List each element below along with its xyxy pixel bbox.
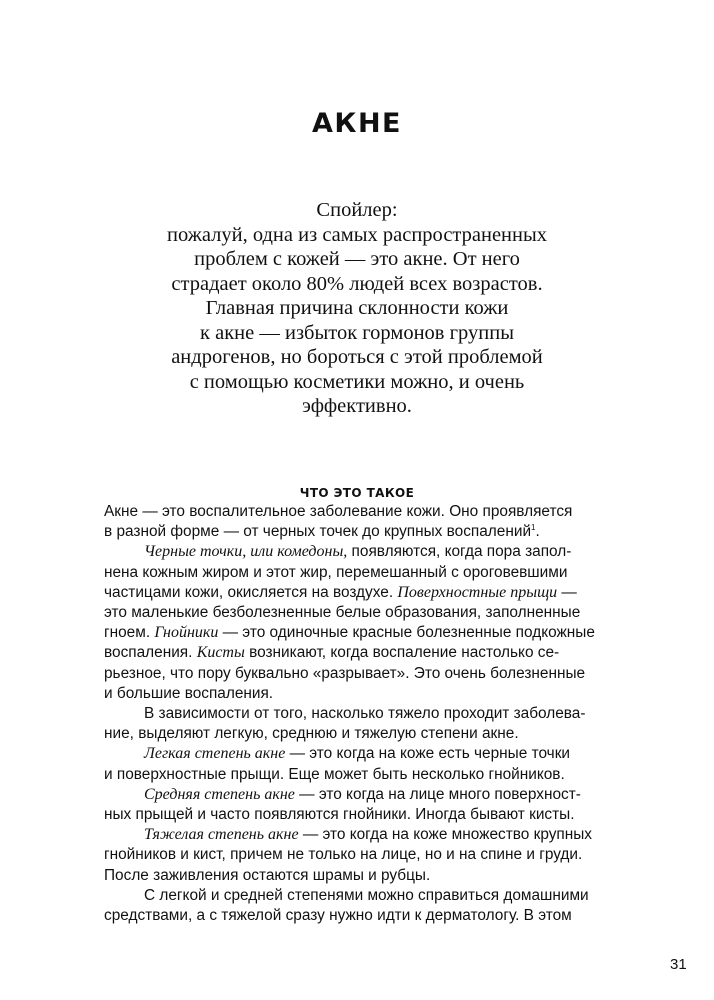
text-line (104, 542, 644, 562)
text-line (104, 906, 644, 926)
text-run: это маленькие безболезненные белые образования, заполненные (104, 604, 581, 622)
spoiler-block (150, 198, 564, 419)
italic-term: Гнойники (154, 624, 219, 642)
section-heading: ЧТО ЭТО ТАКОЕ (299, 486, 415, 500)
text-line (104, 744, 644, 764)
spoiler-line: к акне — избыток гормонов группы (200, 321, 514, 344)
text-line (104, 805, 644, 825)
text-run: . (535, 523, 540, 541)
text-run: Акне — это воспалительное заболевание кожи. Оно проявляется (104, 503, 573, 520)
text-line (104, 886, 644, 906)
text-run: появляются, когда пора запол- (347, 543, 572, 561)
text-run: ние, выделяют легкую, среднюю и тяжелую степени акне. (104, 725, 519, 743)
italic-term: Средняя степень акне (144, 785, 295, 803)
chapter-title: АКНЕ (311, 108, 402, 139)
text-line (104, 866, 644, 886)
body-text (104, 502, 644, 926)
spoiler-line: Главная причина склонности кожи (205, 297, 509, 319)
text-run: частицами кожи, окисляется на воздухе. (104, 583, 398, 601)
text-line (104, 684, 644, 704)
text-line (104, 522, 644, 542)
italic-term: Легкая степень акне (144, 745, 286, 763)
text-line (104, 704, 644, 724)
italic-term: Поверхностные прыщи (397, 583, 558, 601)
spoiler-line: пожалуй, одна из самых распространенных (166, 223, 548, 246)
text-run: — это одиночные красные болезненные подкожные (218, 624, 595, 642)
text-line (104, 502, 644, 522)
text-line (104, 845, 644, 865)
text-line (104, 583, 644, 603)
text-run: — (557, 583, 577, 601)
text-line (104, 643, 644, 663)
text-run: — это когда на лице много поверхност- (294, 785, 581, 803)
text-run: — это когда на коже есть черные точки (285, 745, 571, 763)
page-number: 31 (670, 956, 687, 973)
text-run: нена кожным жиром и этот жир, перемешанный с ороговевшими (104, 563, 568, 581)
italic-term: Кисты (196, 644, 245, 662)
text-line (104, 563, 644, 583)
text-run: в разной форме — от черных точек до крупных воспалений (104, 523, 532, 541)
text-line (104, 724, 644, 744)
text-run: гнойников и кист, причем не только на лице, но и на спине и груди. (104, 846, 583, 864)
spoiler-line: Спойлер: (316, 199, 398, 221)
text-run: рьезное, что пору буквально «разрывает». Это очень болезненные (104, 664, 586, 682)
text-run: возникают, когда воспаление настолько се- (244, 644, 560, 662)
italic-term: Тяжелая степень акне (144, 826, 299, 844)
spoiler-line: страдает около 80% людей всех возрастов. (171, 272, 543, 295)
text-run: и поверхностные прыщи. Еще может быть несколько гнойников. (104, 765, 565, 783)
text-run: воспаления. (104, 644, 197, 662)
text-run: В зависимости от того, насколько тяжело проходит заболева- (144, 705, 586, 723)
text-run: После заживления остаются шрамы и рубцы. (104, 866, 431, 884)
text-run: средствами, а с тяжелой сразу нужно идти к дерматологу. В этом (104, 907, 572, 925)
text-run: С легкой и средней степенями можно справиться домашними (144, 886, 589, 904)
spoiler-line: андрогенов, но бороться с этой проблемой (171, 346, 543, 368)
text-run: ных прыщей и часто появляются гнойники. Иногда бывают кисты. (104, 806, 575, 824)
text-line (104, 825, 644, 845)
spoiler-line: с помощью косметики можно, и очень (189, 370, 525, 393)
spoiler-line: эффективно. (302, 395, 412, 417)
text-line (104, 664, 644, 684)
text-run: — это когда на коже множество крупных (298, 826, 592, 844)
italic-term: Черные точки, или комедоны, (144, 543, 348, 561)
footnote-ref: 1 (531, 523, 536, 533)
text-run: гноем. (104, 624, 155, 642)
spoiler-line: проблем с кожей — это акне. От него (194, 248, 520, 270)
text-line (104, 623, 644, 643)
text-line (104, 765, 644, 785)
text-line (104, 785, 644, 805)
text-line (104, 603, 644, 623)
text-run: и большие воспаления. (104, 684, 274, 702)
